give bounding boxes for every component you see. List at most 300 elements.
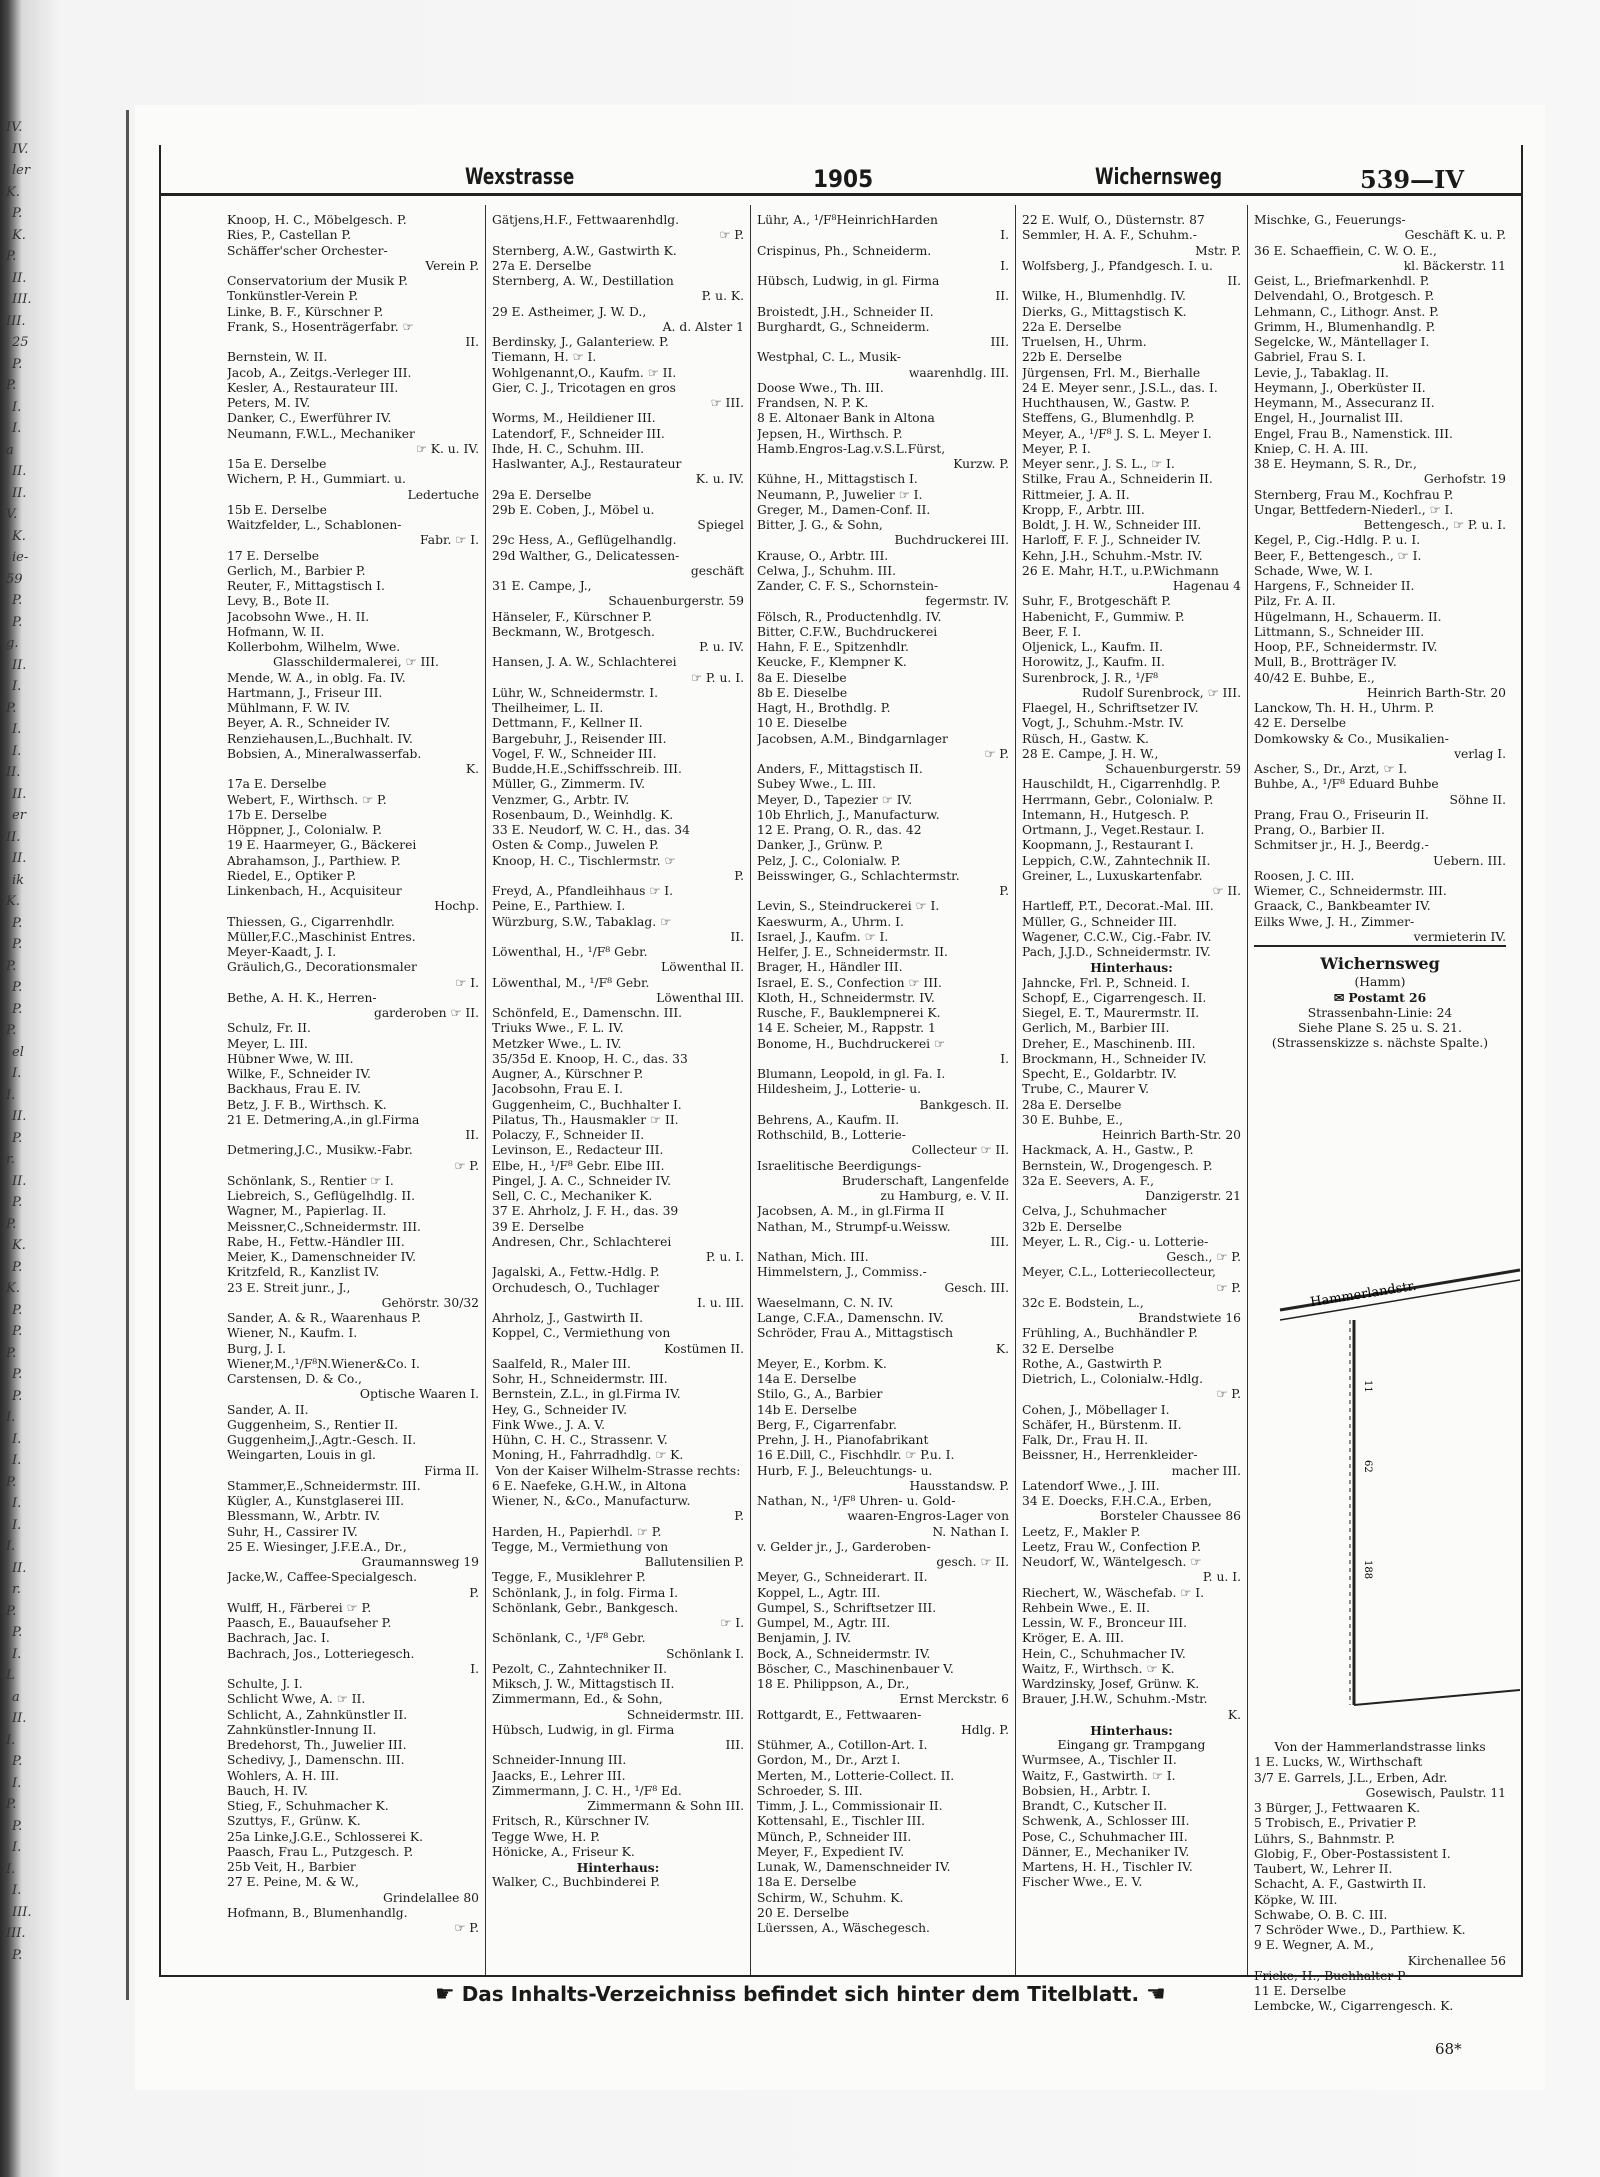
directory-entry-line: ☞ P. — [454, 1921, 479, 1935]
directory-entry-line: 10b Ehrlich, J., Manufacturw. — [757, 807, 940, 822]
directory-entry-line: Mischke, G., Feuerungs- — [1254, 213, 1406, 227]
page-gutter — [126, 110, 129, 2000]
directory-entry-line: Hauschildt, H., Cigarrenhdlg. P. — [1022, 777, 1221, 792]
directory-entry-line: Meyer, C.L., Lotteriecollecteur, — [1022, 1265, 1216, 1280]
directory-entry-line: Wilke, H., Blumenhdlg. IV. — [1022, 289, 1186, 304]
directory-entry-line: Burghardt, G., Schneiderm. — [757, 319, 930, 334]
directory-entry-line: Collecteur ☞ II. — [911, 1143, 1009, 1158]
directory-entry-line: Schmitser jr., H. J., Beerdg.- — [1254, 838, 1429, 853]
previous-page-fragment: I. — [12, 1496, 22, 1511]
directory-entry-line: Bernstein, W. II. — [227, 350, 328, 365]
directory-entry-line: 8a E. Dieselbe — [757, 670, 847, 685]
previous-page-fragment: II. — [12, 464, 27, 479]
directory-entry-line: II. — [730, 929, 744, 944]
directory-entry-line: Löwenthal, H., ¹/F⁸ Gebr. — [492, 945, 648, 959]
directory-entry-line: Israel, J., Kaufm. ☞ I. — [757, 929, 889, 944]
directory-entry-line: Metzker Wwe., L. IV. — [492, 1036, 622, 1051]
directory-entry-line: Ernst Merckstr. 6 — [899, 1692, 1009, 1707]
directory-entry-line: 3/7 E. Garrels, J.L., Erben, Adr. — [1254, 1770, 1448, 1785]
directory-column-4 — [1022, 213, 1241, 1891]
directory-column-3 — [757, 213, 1009, 1936]
directory-entry-line: gesch. ☞ II. — [936, 1555, 1009, 1569]
directory-entry-line: Fischer Wwe., E. V. — [1022, 1875, 1143, 1890]
previous-page-fragment: II. — [12, 1173, 27, 1189]
directory-entry-line: Bobsien, A., Mineralwasserfab. — [227, 746, 422, 761]
directory-entry-line: Meyer, P. I. — [1022, 441, 1091, 456]
directory-entry-line: III. — [990, 335, 1009, 349]
directory-entry-line: Schönlank, S., Rentier ☞ I. — [227, 1173, 394, 1188]
directory-entry-line: Pingel, J. A. C., Schneider IV. — [492, 1173, 672, 1188]
previous-page-fragment: P. — [6, 378, 17, 393]
directory-entry-line: ✉ Postamt 26 — [1333, 990, 1427, 1006]
previous-page-fragment: 59 — [6, 571, 23, 587]
directory-entry-line: Hönicke, A., Friseur K. — [492, 1844, 635, 1859]
directory-entry-line: Pach, J.J.D., Schneidermstr. IV. — [1022, 945, 1211, 959]
directory-entry-line: Cohen, J., Möbellager I. — [1022, 1402, 1170, 1417]
directory-entry-line: Gerlich, M., Barbier III. — [1022, 1021, 1170, 1036]
directory-entry-line: Gordon, M., Dr., Arzt I. — [757, 1753, 901, 1768]
directory-entry-line: geschäft — [690, 563, 744, 578]
directory-entry-line: Sander, A. & R., Waarenhaus P. — [227, 1311, 422, 1325]
directory-entry-line: Pezolt, C., Zahntechniker II. — [492, 1661, 668, 1676]
directory-entry-line: 20 E. Derselbe — [757, 1905, 850, 1920]
directory-entry-line: 35/35d E. Knoop, H. C., das. 33 — [492, 1051, 688, 1066]
directory-entry-line: Schönlank, Gebr., Bankgesch. — [492, 1600, 679, 1615]
directory-entry-line: waaren-Engros-Lager von — [847, 1509, 1009, 1524]
directory-entry-line: Wulff, H., Färberei ☞ P. — [227, 1600, 372, 1615]
directory-entry-line: 29d Walther, G., Delicatessen- — [492, 548, 680, 563]
directory-column-5-continued — [1254, 1740, 1506, 2015]
directory-entry-line: 42 E. Derselbe — [1254, 716, 1347, 731]
previous-page-fragment: P. — [6, 1603, 17, 1619]
directory-entry-line: Stühmer, A., Cotillon-Art. I. — [757, 1738, 928, 1752]
directory-entry-line: Kügler, A., Kunstglaserei III. — [227, 1494, 405, 1508]
previous-page-fragment: ler — [12, 163, 31, 178]
directory-entry-line: Rosenbaum, D., Weinhdlg. K. — [492, 807, 674, 822]
directory-entry-line: Tegge, M., Vermiethung von — [492, 1539, 669, 1554]
directory-entry-line: Löwenthal, M., ¹/F⁸ Gebr. — [492, 975, 650, 990]
directory-entry-line: ☞ I. — [455, 975, 479, 990]
directory-entry-line: Hagt, H., Brothdlg. P. — [757, 701, 891, 715]
directory-entry-line: Herrmann, Gebr., Colonialw. P. — [1022, 792, 1214, 807]
directory-entry-line: Crispinus, Ph., Schneiderm. — [757, 243, 932, 258]
directory-entry-line: Hagenau 4 — [1172, 579, 1241, 593]
directory-entry-line: Moning, H., Fahrradhdlg. ☞ K. — [492, 1448, 684, 1463]
directory-entry-line: Schacht, A. F., Gastwirth II. — [1254, 1877, 1427, 1892]
directory-entry-line: Köpke, W. III. — [1254, 1892, 1338, 1907]
directory-entry-line: Bachrach, Jos., Lotteriegesch. — [227, 1646, 415, 1661]
previous-page-fragment: P. — [12, 1388, 23, 1404]
directory-entry-line: (Hamm) — [1354, 975, 1406, 989]
directory-entry-line: Specht, E., Goldarbtr. IV. — [1022, 1067, 1177, 1081]
previous-page-fragment: a — [12, 1689, 20, 1705]
previous-page-fragment: L — [6, 1668, 15, 1683]
directory-entry-line: Blessmann, W., Arbtr. IV. — [227, 1509, 381, 1524]
directory-entry-line: Meyer-Kaadt, J. I. — [227, 945, 337, 959]
directory-entry-line: Jacobsohn, Frau E. I. — [492, 1082, 623, 1097]
directory-entry-line: Timm, J. L., Commissionair II. — [757, 1799, 943, 1813]
directory-entry-line: Pelz, J. C., Colonialw. P. — [757, 853, 901, 868]
directory-entry-line: Kühne, H., Mittagstisch I. — [757, 472, 918, 487]
directory-entry-line: Zimmermann, J. C. H., ¹/F⁸ Ed. — [492, 1783, 682, 1798]
directory-entry-line: P. u. I. — [1202, 1570, 1241, 1585]
directory-entry-line: Lührs, S., Bahnmstr. P. — [1254, 1831, 1395, 1846]
directory-entry-line: Fritsch, R., Kürschner IV. — [492, 1814, 650, 1829]
directory-entry-line: Spiegel — [697, 518, 744, 532]
directory-entry-line: Lühr, W., Schneidermstr. I. — [492, 685, 658, 700]
directory-entry-line: Guggenheim, C., Buchhalter I. — [492, 1097, 682, 1112]
directory-entry-line: Wichern, P. H., Gummiart. u. — [227, 472, 406, 487]
directory-entry-line: Leetz, F., Makler P. — [1022, 1524, 1141, 1539]
directory-entry-line: Heymann, J., Oberküster II. — [1254, 380, 1426, 395]
previous-page-fragment: III. — [6, 1926, 26, 1941]
directory-entry-line: Latendorf, F., Schneider III. — [492, 426, 665, 441]
directory-entry-line: Huchthausen, W., Gastw. P. — [1022, 396, 1191, 410]
directory-entry-line: Israelitische Beerdigungs- — [757, 1158, 922, 1173]
directory-entry-line: Fink Wwe., J. A. V. — [492, 1417, 606, 1432]
directory-entry-line: Harden, H., Papierhdl. ☞ P. — [492, 1524, 662, 1539]
directory-entry-line: Osten & Comp., Juwelen P. — [492, 838, 659, 853]
directory-entry-line: 22 E. Wulf, O., Düsternstr. 87 — [1022, 213, 1205, 227]
directory-entry-line: Hartmann, J., Friseur III. — [227, 685, 383, 700]
previous-page-fragment: K. — [12, 227, 26, 243]
column-rule — [1015, 205, 1016, 1975]
directory-entry-line: Tegge Wwe, H. P. — [492, 1829, 600, 1844]
directory-entry-line: Paasch, E., Bauaufseher P. — [227, 1616, 392, 1630]
directory-entry-line: Harloff, F. F. J., Schneider IV. — [1022, 533, 1201, 548]
directory-entry-line: Berg, F., Cigarrenfabr. — [757, 1417, 897, 1432]
directory-entry-line: Heinrich Barth-Str. 20 — [1101, 1128, 1241, 1142]
directory-entry-line: Guggenheim,J.,Agtr.-Gesch. II. — [227, 1433, 417, 1447]
directory-entry-line: Gehörstr. 30/32 — [381, 1295, 479, 1310]
directory-entry-line: Freyd, A., Pfandleihhaus ☞ I. — [492, 884, 674, 898]
directory-entry-line: Saalfeld, R., Maler III. — [492, 1356, 631, 1371]
directory-entry-line: 14b E. Derselbe — [757, 1402, 857, 1417]
directory-entry-line: Suhr, F., Brotgeschäft P. — [1022, 594, 1171, 609]
directory-entry-line: Truelsen, H., Uhrm. — [1022, 335, 1147, 349]
directory-entry-line: Reuter, F., Mittagstisch I. — [227, 579, 385, 593]
directory-entry-line: Jagalski, A., Fettw.-Hdlg. P. — [492, 1265, 660, 1280]
directory-entry-line: Jürgensen, Frl. M., Bierhalle — [1022, 365, 1201, 380]
directory-entry-line: Nathan, M., Strumpf-u.Weissw. — [757, 1219, 951, 1234]
directory-entry-line: Schönlank, C., ¹/F⁸ Gebr. — [492, 1631, 646, 1646]
directory-entry-line: Celwa, J., Schuhm. III. — [757, 563, 897, 578]
directory-entry-line: Neumann, P., Juwelier ☞ I. — [757, 487, 923, 502]
directory-entry-line: Meyer, E., Korbm. K. — [757, 1356, 887, 1371]
column-rule — [1247, 205, 1248, 1975]
directory-entry-line: Vogt, J., Schuhm.-Mstr. IV. — [1022, 716, 1184, 731]
directory-entry-line: Wichernsweg — [1320, 954, 1440, 973]
directory-entry-line: III. — [725, 1738, 744, 1752]
directory-entry-line: Meier, K., Damenschneider IV. — [227, 1250, 417, 1264]
directory-entry-line: Jacobsen, A.M., Bindgarnlager — [757, 731, 948, 746]
directory-entry-line: Firma II. — [424, 1463, 479, 1478]
previous-page-fragment: I. — [12, 1453, 22, 1468]
directory-entry-line: Schäfer, H., Bürstenm. II. — [1022, 1417, 1182, 1432]
directory-entry-line: Meissner,C.,Schneidermstr. III. — [227, 1219, 421, 1234]
directory-entry-line: 12 E. Prang, O. R., das. 42 — [757, 823, 922, 837]
previous-page-fragment: g. — [6, 636, 19, 651]
directory-entry-line: Bethe, A. H. K., Herren- — [227, 990, 377, 1005]
directory-entry-line: Budde,H.E.,Schiffsschreib. III. — [492, 762, 682, 776]
directory-entry-line: Celva, J., Schuhmacher — [1022, 1204, 1167, 1219]
previous-page-fragment: P. — [6, 700, 17, 716]
directory-entry-line: Müller, G., Zimmerm. IV. — [492, 777, 646, 792]
directory-entry-line: Höppner, J., Colonialw. P. — [227, 823, 382, 837]
directory-entry-line: Rabe, H., Fettw.-Händler III. — [227, 1234, 405, 1249]
directory-entry-line: Keucke, F., Klempner K. — [757, 655, 907, 670]
directory-entry-line: Bachrach, Jac. I. — [227, 1631, 330, 1646]
previous-page-fragment: P. — [12, 1754, 23, 1769]
directory-entry-line: verlag I. — [1454, 746, 1506, 761]
directory-entry-line: Wiener, N., Kaufm. I. — [227, 1326, 358, 1341]
directory-entry-line: 28a E. Derselbe — [1022, 1097, 1122, 1112]
directory-entry-line: Bonome, H., Buchdruckerei ☞ — [757, 1036, 946, 1051]
directory-entry-line: Schwabe, O. B. C. III. — [1254, 1907, 1388, 1922]
directory-entry-line: 24 E. Meyer senr., J.S.L., das. I. — [1022, 380, 1218, 395]
directory-entry-line: Bock, A., Schneidermstr. IV. — [757, 1646, 931, 1661]
previous-page-fragment: III. — [12, 1904, 32, 1920]
previous-page-fragment: I. — [12, 399, 22, 415]
directory-entry-line: I. — [1000, 258, 1009, 273]
directory-entry-line: Sohr, H., Schneidermstr. III. — [492, 1372, 668, 1386]
header-street-right: Wichernsweg — [1095, 165, 1222, 190]
directory-page — [135, 105, 1545, 2090]
directory-entry-line: K. — [995, 1341, 1009, 1356]
previous-page-fragment: K. — [6, 184, 20, 200]
directory-entry-line: Kottensahl, E., Tischler III. — [757, 1814, 926, 1829]
directory-entry-line: I. — [1000, 228, 1009, 243]
directory-entry-line: Ascher, S., Dr., Arzt, ☞ I. — [1254, 762, 1408, 776]
directory-entry-line: 8b E. Dieselbe — [757, 685, 848, 700]
directory-entry-line: 27 E. Peine, M. & W., — [227, 1875, 359, 1890]
directory-entry-line: ☞ P. — [719, 228, 744, 243]
pointing-hand-icon: ☛ — [435, 1982, 455, 2007]
directory-entry-line: Hübsch, Ludwig, in gl. Firma — [757, 274, 940, 288]
directory-entry-line: Lembcke, W., Cigarrengesch. K. — [1254, 1999, 1454, 2014]
directory-entry-line: Hargens, F., Schneider II. — [1254, 579, 1415, 593]
directory-entry-line: Danker, C., Ewerführer IV. — [227, 411, 392, 426]
directory-entry-line: vermieterin IV. — [1413, 929, 1506, 944]
directory-entry-line: Augner, A., Kürschner P. — [492, 1067, 644, 1081]
directory-entry-line: Kniep, C. H. A. III. — [1254, 441, 1369, 456]
directory-entry-line: Ries, P., Castellan P. — [227, 228, 352, 243]
directory-entry-line: 18a E. Derselbe — [757, 1875, 857, 1890]
previous-page-fragment: II. — [12, 1109, 27, 1124]
directory-entry-line: Buchdruckerei III. — [894, 533, 1009, 548]
previous-page-fragment: P. — [12, 980, 23, 995]
directory-entry-line: Conservatorium der Musik P. — [227, 274, 408, 288]
directory-entry-line: 1 E. Lucks, W., Wirthschaft — [1254, 1755, 1423, 1770]
directory-entry-line: Delvendahl, O., Brotgesch. P. — [1254, 289, 1435, 304]
directory-entry-line: Engel, Frau B., Namenstick. III. — [1254, 426, 1453, 441]
directory-entry-line: Böscher, C., Maschinenbauer V. — [757, 1661, 954, 1676]
directory-entry-line: Wurmsee, A., Tischler II. — [1022, 1753, 1177, 1768]
directory-entry-line: K. — [1227, 1707, 1241, 1722]
header-year: 1905 — [813, 165, 874, 193]
sheet-number: 68* — [1435, 2040, 1462, 2058]
directory-entry-line: (Strassenskizze s. nächste Spalte.) — [1271, 1036, 1489, 1050]
directory-entry-line: Weingarten, Louis in gl. — [227, 1448, 376, 1463]
directory-entry-line: Rehbein Wwe., E. II. — [1022, 1600, 1150, 1615]
directory-entry-line: Krause, O., Arbtr. III. — [757, 548, 889, 563]
directory-entry-line: 25b Veit, H., Barbier — [227, 1860, 356, 1874]
previous-page-fragment: a — [6, 442, 14, 458]
directory-entry-line: Wagener, C.C.W., Cig.-Fabr. IV. — [1022, 929, 1212, 944]
previous-page-edge — [0, 120, 120, 1990]
directory-entry-line: 23 E. Streit junr., J., — [227, 1280, 351, 1295]
directory-entry-line: Sternberg, A. W., Destillation — [492, 274, 674, 288]
directory-entry-line: Würzburg, S.W., Tabaklag. ☞ — [492, 914, 672, 929]
directory-entry-line: Frank, S., Hosenträgerfabr. ☞ — [227, 319, 414, 334]
directory-entry-line: Jacobsen, A. M., in gl.Firma II — [757, 1204, 945, 1219]
previous-page-fragment: P. — [6, 1797, 17, 1812]
previous-page-fragment: P. — [12, 1302, 23, 1318]
previous-page-fragment: P. — [12, 1625, 23, 1640]
directory-entry-line: Bitter, J. G., & Sohn, — [757, 518, 883, 532]
directory-entry-line: Löwenthal III. — [656, 990, 744, 1005]
directory-entry-line: ☞ III. — [710, 396, 744, 410]
directory-entry-line: Beisswinger, G., Schlachtermstr. — [757, 868, 960, 883]
directory-entry-line: Borsteler Chaussee 86 — [1099, 1509, 1241, 1524]
previous-page-fragment: II. — [12, 1560, 27, 1576]
previous-page-fragment: K. — [12, 1238, 26, 1253]
directory-entry-line: Prang, O., Barbier II. — [1254, 823, 1385, 837]
directory-entry-line: Intemann, H., Hutgesch. P. — [1022, 807, 1190, 822]
directory-entry-line: ☞ P. — [984, 746, 1009, 761]
previous-page-fragment: II. — [12, 786, 27, 802]
directory-entry-line: Haslwanter, A.J., Restaurateur — [492, 457, 682, 471]
previous-page-fragment: P. — [12, 937, 23, 952]
header-rule — [159, 193, 1523, 196]
directory-entry-line: Levie, J., Tabaklag. II. — [1254, 365, 1389, 380]
directory-entry-line: Brandstwiete 16 — [1138, 1311, 1241, 1325]
directory-entry-line: Wohlers, A. H. III. — [227, 1768, 340, 1783]
directory-entry-line: Jepsen, H., Wirthsch. P. — [757, 426, 903, 441]
previous-page-fragment: I. — [6, 1087, 16, 1103]
previous-page-fragment: ie- — [12, 550, 29, 565]
directory-entry-line: Martens, H. H., Tischler IV. — [1022, 1860, 1193, 1874]
directory-entry-line: Miksch, J. W., Mittagstisch II. — [492, 1677, 675, 1691]
directory-entry-line: Schönlank I. — [666, 1646, 744, 1661]
directory-entry-line: Greiner, L., Luxuskartenfabr. — [1022, 868, 1203, 883]
directory-entry-line: Schwenk, A., Schlosser III. — [1022, 1814, 1190, 1829]
directory-entry-line: Dierks, G., Mittagstisch K. — [1022, 304, 1187, 319]
directory-entry-line: Hein, C., Schuhmacher IV. — [1022, 1646, 1186, 1661]
directory-entry-line: Lehmann, C., Lithogr. Anst. P. — [1254, 304, 1439, 319]
directory-entry-line: Renziehausen,L.,Buchhalt. IV. — [227, 731, 413, 746]
directory-entry-line: Ahrholz, J., Gastwirth II. — [492, 1311, 644, 1325]
directory-entry-line: Mende, W. A., in oblg. Fa. IV. — [227, 670, 406, 685]
directory-entry-line: Knoop, H. C., Tischlermstr. ☞ — [492, 853, 676, 868]
directory-entry-line: Levin, S., Steindruckerei ☞ I. — [757, 899, 940, 914]
directory-entry-line: Webert, F., Wirthsch. ☞ P. — [227, 792, 387, 807]
previous-page-fragment: II. — [12, 270, 27, 286]
previous-page-fragment: P. — [6, 1474, 17, 1490]
previous-page-fragment: P. — [12, 1818, 23, 1834]
directory-entry-line: II. — [1227, 274, 1241, 288]
directory-entry-line: Danzigerstr. 21 — [1145, 1189, 1241, 1203]
directory-entry-line: Hinterhaus: — [576, 1860, 660, 1875]
directory-entry-line: P. — [469, 1585, 479, 1600]
directory-entry-line: Dreher, E., Maschinenb. III. — [1022, 1036, 1196, 1051]
directory-entry-line: Kaeswurm, A., Uhrm. I. — [757, 914, 904, 929]
directory-entry-line: Liebreich, S., Geflügelhdlg. II. — [227, 1189, 416, 1203]
previous-page-fragment: P. — [12, 1324, 23, 1339]
directory-entry-line: Strassenbahn-Linie: 24 — [1307, 1005, 1453, 1020]
directory-entry-line: Burg, J. I. — [227, 1341, 287, 1356]
previous-page-fragment: I. — [12, 1431, 22, 1447]
previous-page-fragment: K. — [6, 1281, 20, 1296]
directory-entry-line: Koppel, C., Vermiethung von — [492, 1326, 671, 1341]
directory-entry-line: Falk, Dr., Frau H. II. — [1022, 1433, 1149, 1447]
directory-entry-line: P. u. I. — [705, 1250, 744, 1264]
directory-entry-line: Behrens, A., Kaufm. II. — [757, 1112, 900, 1127]
directory-entry-line: Zimmermann & Sohn III. — [587, 1799, 744, 1813]
directory-entry-line: Heinrich Barth-Str. 20 — [1366, 685, 1506, 700]
previous-page-fragment: II. — [12, 657, 27, 673]
directory-entry-line: Wilke, F., Schneider IV. — [227, 1067, 371, 1081]
directory-entry-line: II. — [465, 1128, 479, 1142]
previous-page-fragment: I. — [12, 1775, 22, 1791]
directory-entry-line: Hänseler, F., Kürschner P. — [492, 609, 652, 624]
directory-entry-line: Gabriel, Frau S. I. — [1254, 350, 1367, 365]
previous-page-fragment: P. — [12, 356, 23, 372]
directory-entry-line: Rusche, F., Bauklempnerei K. — [757, 1006, 941, 1020]
directory-entry-line: Verein P. — [425, 258, 479, 273]
previous-page-fragment: P. — [6, 249, 17, 264]
street-label: Hammerlandstr. — [1309, 1278, 1418, 1311]
directory-entry-line: Latendorf Wwe., J. III. — [1022, 1478, 1160, 1493]
directory-entry-line: Schäffer'scher Orchester- — [227, 243, 388, 258]
directory-entry-line: Graack, C., Bankbeamter IV. — [1254, 899, 1431, 914]
directory-entry-line: Hansen, J. A. W., Schlachterei — [492, 655, 677, 670]
directory-entry-line: Tegge, F., Musiklehrer P. — [492, 1570, 646, 1585]
directory-entry-line: 29 E. Astheimer, J. W. D., — [492, 304, 647, 319]
directory-entry-line: Hey, G., Schneider IV. — [492, 1402, 628, 1417]
directory-entry-line: 31 E. Campe, J., — [492, 579, 592, 593]
directory-entry-line: N. Nathan I. — [932, 1524, 1009, 1539]
directory-entry-line: Hinterhaus: — [1090, 960, 1173, 976]
directory-entry-line: II. — [995, 289, 1009, 304]
directory-entry-line: Orchudesch, O., Tuchlager — [492, 1280, 660, 1295]
previous-page-fragment: P. — [12, 915, 23, 931]
directory-entry-line: I. — [1000, 1051, 1009, 1066]
directory-entry-line: Hochp. — [434, 899, 479, 914]
directory-entry-line: Zander, C. F. S., Schornstein- — [757, 579, 939, 593]
directory-entry-line: Walker, C., Buchbinderei P. — [492, 1875, 660, 1890]
directory-entry-line: Dänner, E., Mechaniker IV. — [1022, 1844, 1190, 1859]
directory-entry-line: Schopf, E., Cigarrengesch. II. — [1022, 990, 1207, 1005]
directory-entry-line: Hofmann, B., Blumenhandlg. — [227, 1905, 408, 1920]
directory-entry-line: Surenbrock, J. R., ¹/F⁸ — [1022, 670, 1159, 685]
directory-entry-line: Neumann, F.W.L., Mechaniker — [227, 426, 415, 441]
previous-page-fragment: er — [12, 808, 26, 823]
directory-entry-line: Optische Waaren I. — [359, 1387, 479, 1402]
previous-page-fragment: III. — [12, 292, 32, 307]
directory-entry-line: Kritzfeld, R., Kanzlist IV. — [227, 1265, 380, 1280]
directory-entry-line: Schauenburgerstr. 59 — [1105, 762, 1241, 776]
directory-entry-line: waarenhdlg. III. — [908, 365, 1009, 380]
directory-entry-line: Rittmeier, J. A. II. — [1022, 487, 1130, 502]
directory-entry-line: 10 E. Dieselbe — [757, 716, 848, 731]
directory-entry-line: Mühlmann, F. W. IV. — [227, 701, 351, 715]
directory-entry-line: 36 E. Schaeffiein, C. W. O. E., — [1254, 243, 1437, 258]
directory-entry-line: Sell, C. C., Mechaniker K. — [492, 1189, 653, 1203]
directory-entry-line: Sternberg, Frau M., Kochfrau P. — [1254, 487, 1454, 502]
directory-entry-line: Gräulich,G., Decorationsmaler — [227, 960, 417, 975]
previous-page-fragment: I. — [6, 1732, 16, 1748]
